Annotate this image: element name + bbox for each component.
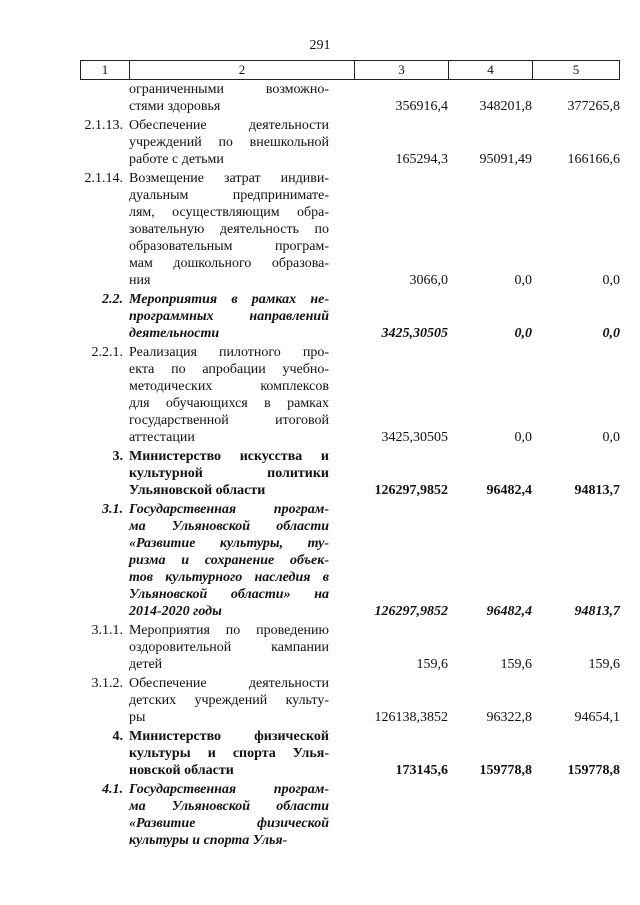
value-col-5: 0,0 [602, 273, 620, 288]
description-line: екта по апробации учебно- [129, 362, 329, 377]
table-row [80, 170, 620, 289]
description-line: ма Ульяновской области [129, 519, 329, 534]
row-description [129, 291, 329, 342]
value-col-5: 94654,1 [574, 710, 620, 725]
description-line: мам дошкольного образова- [129, 256, 329, 271]
description-line: культурной политики [129, 466, 329, 481]
description-line: ния [129, 273, 151, 288]
row-number: 3. [112, 449, 123, 464]
description-line: культуры и спорта Улья- [129, 746, 329, 761]
value-col-4: 348201,8 [479, 99, 532, 114]
value-col-4: 159,6 [500, 657, 532, 672]
value-col-4: 0,0 [514, 430, 532, 445]
value-col-3: 159,6 [416, 657, 448, 672]
description-line: тов культурного наследия в [129, 570, 329, 585]
description-line: стями здоровья [129, 99, 221, 114]
value-col-3: 126297,9852 [374, 604, 448, 619]
description-line: образовательным програм- [129, 239, 329, 254]
table-row [80, 291, 620, 342]
description-line: «Развитие культуры, ту- [129, 536, 329, 551]
row-number: 4. [112, 729, 123, 744]
description-line: методических комплексов [129, 379, 329, 394]
value-col-3: 173145,6 [395, 763, 448, 778]
description-line: ограниченными возможно- [129, 82, 329, 97]
value-col-3: 356916,4 [395, 99, 448, 114]
value-col-5: 0,0 [602, 430, 620, 445]
table-header [80, 60, 620, 80]
table-row [80, 81, 620, 115]
row-number: 2.2.1. [91, 345, 123, 360]
row-description [129, 81, 329, 115]
value-col-5: 0,0 [602, 326, 620, 341]
value-col-3: 165294,3 [395, 152, 448, 167]
value-col-4: 0,0 [514, 273, 532, 288]
row-description [129, 170, 329, 289]
value-col-5: 159,6 [588, 657, 620, 672]
header-col-5: 5 [572, 62, 580, 77]
value-col-4: 96482,4 [486, 483, 532, 498]
row-number: 3.1.2. [91, 676, 123, 691]
table-row [80, 728, 620, 779]
value-col-4: 159778,8 [479, 763, 532, 778]
row-number: 4.1. [102, 782, 123, 797]
value-col-3: 126297,9852 [374, 483, 448, 498]
value-col-5: 94813,7 [574, 604, 620, 619]
row-description [129, 448, 329, 499]
table-row [80, 344, 620, 446]
value-col-3: 126138,3852 [374, 710, 448, 725]
description-line: Мероприятия по проведению [129, 623, 329, 638]
table-row [80, 622, 620, 673]
description-line: программных направлений [129, 309, 329, 324]
table-body [80, 81, 620, 849]
value-col-5: 159778,8 [567, 763, 620, 778]
description-line: для обучающихся в рамках [129, 396, 329, 411]
description-line: ризма и сохранение объек- [129, 553, 329, 568]
row-description [129, 781, 329, 849]
description-line: Государственная програм- [129, 782, 329, 797]
row-number: 2.1.14. [84, 171, 123, 186]
value-col-5: 94813,7 [574, 483, 620, 498]
description-line: аттестации [129, 430, 195, 445]
row-description [129, 622, 329, 673]
header-col-2: 2 [130, 61, 355, 79]
description-line: зовательную деятельность по [129, 222, 329, 237]
description-line: Ульяновской области [129, 483, 266, 498]
description-line: Министерство физической [129, 729, 329, 744]
row-description [129, 728, 329, 779]
value-col-3: 3425,30505 [381, 326, 448, 341]
description-line: деятельности [129, 326, 220, 341]
value-col-4: 96482,4 [486, 604, 532, 619]
row-description [129, 675, 329, 726]
value-col-5: 377265,8 [567, 99, 620, 114]
description-line: дуальным предпринимате- [129, 188, 329, 203]
description-line: Обеспечение деятельности [129, 676, 329, 691]
value-col-4: 96322,8 [486, 710, 532, 725]
description-line: государственной итоговой [129, 413, 329, 428]
description-line: Реализация пилотного про- [129, 345, 329, 360]
table-row [80, 448, 620, 499]
row-number: 2.2. [102, 292, 123, 307]
description-line: ры [129, 710, 146, 725]
table-row [80, 781, 620, 849]
value-col-5: 166166,6 [567, 152, 620, 167]
table-row [80, 117, 620, 168]
description-line: культуры и спорта Улья- [129, 833, 288, 848]
table-row [80, 501, 620, 620]
page-number: 291 [309, 38, 331, 53]
row-description [129, 501, 329, 620]
description-line: оздоровительной кампании [129, 640, 329, 655]
row-number: 3.1. [102, 502, 123, 517]
table-row [80, 675, 620, 726]
description-line: Мероприятия в рамках не- [129, 292, 329, 307]
value-col-4: 95091,49 [479, 152, 532, 167]
header-col-3: 3 [355, 61, 449, 79]
header-col-4: 4 [449, 61, 533, 79]
description-line: 2014-2020 годы [129, 604, 222, 619]
description-line: Министерство искусства и [129, 449, 329, 464]
value-col-3: 3425,30505 [381, 430, 448, 445]
description-line: ма Ульяновской области [129, 799, 329, 814]
description-line: Ульяновской области» на [129, 587, 329, 602]
description-line: учреждений по внешкольной [129, 135, 329, 150]
description-line: Государственная програм- [129, 502, 329, 517]
description-line: лям, осуществляющим обра- [129, 205, 329, 220]
description-line: новской области [129, 763, 234, 778]
row-description [129, 117, 329, 168]
description-line: Обеспечение деятельности [129, 118, 329, 133]
description-line: работе с детьми [129, 152, 224, 167]
header-col-1: 1 [81, 61, 130, 79]
row-number: 2.1.13. [84, 118, 123, 133]
value-col-3: 3066,0 [409, 273, 448, 288]
row-number: 3.1.1. [91, 623, 123, 638]
description-line: детских учреждений культу- [129, 693, 329, 708]
description-line: «Развитие физической [129, 816, 329, 831]
row-description [129, 344, 329, 446]
description-line: детей [129, 657, 163, 672]
value-col-4: 0,0 [514, 326, 532, 341]
description-line: Возмещение затрат индиви- [129, 171, 329, 186]
